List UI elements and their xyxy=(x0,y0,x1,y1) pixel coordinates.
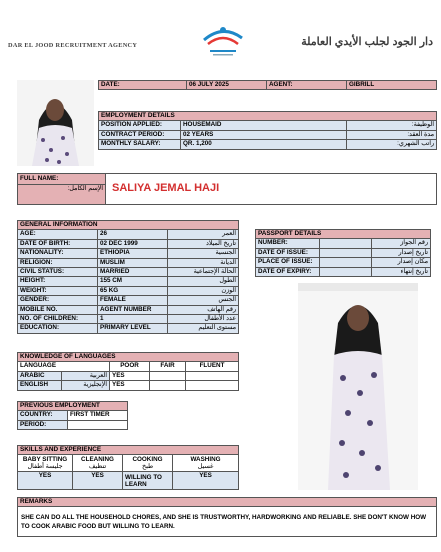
age-value: 26 xyxy=(98,230,168,239)
mobile-label: MOBILE NO. xyxy=(18,305,98,314)
religion-value: MUSLIM xyxy=(98,258,168,267)
civil-status-label-ar: الحالة الإجتماعية xyxy=(168,268,239,277)
skill-cleaning-header xyxy=(73,455,123,472)
skills-title: SKILLS AND EXPERIENCE xyxy=(18,446,239,455)
weight-value: 65 KG xyxy=(98,286,168,295)
full-name-value-cell xyxy=(106,174,437,205)
dob-label-ar: تاريخ الميلاد xyxy=(168,239,239,248)
lang-header-fluent: FLUENT xyxy=(186,362,239,371)
issue-date-value xyxy=(320,248,372,257)
salary-value: QR. 1,200 xyxy=(181,140,347,149)
skill-cooking-value: WILLING TO LEARN xyxy=(123,472,173,490)
issue-place-label: PLACE OF ISSUE: xyxy=(256,258,320,267)
remarks-table xyxy=(17,497,437,537)
mobile-label-ar: رقم الهاتف xyxy=(168,305,239,314)
issue-date-label: DATE OF ISSUE: xyxy=(256,248,320,257)
religion-label: RELIGION: xyxy=(18,258,98,267)
applicant-photo-full xyxy=(298,283,418,490)
general-info-table xyxy=(17,220,239,334)
agency-name-ar: دار الجود لجلب الأيدي العاملة xyxy=(301,36,433,48)
weight-label-ar: الوزن xyxy=(168,286,239,295)
nationality-value: ETHIOPIA xyxy=(98,249,168,258)
issue-place-label-ar: مكان إصدار xyxy=(372,258,431,267)
full-name-label: FULL NAME: xyxy=(18,174,106,185)
religion-label-ar: الديانة xyxy=(168,258,239,267)
skill-babysitting-header xyxy=(18,455,73,472)
previous-title: PREVIOUS EMPLOYMENT xyxy=(18,402,128,411)
languages-title: KNOWLEDGE OF LANGUAGES xyxy=(18,353,239,362)
civil-status-value: MARRIED xyxy=(98,268,168,277)
skill-babysitting-value: YES xyxy=(18,472,73,490)
age-label-ar: العمر xyxy=(168,230,239,239)
remarks-text: SHE CAN DO ALL THE HOUSEHOLD CHORES, AND SHE IS TRUSTWORTHY, HARDWORKING AND RELIABLE. SHE DON'T KNOW HOW TO COOK ARABIC FOOD BUT WILLING TO LEARN. xyxy=(18,507,437,537)
remarks-title: REMARKS xyxy=(18,498,437,507)
date-label: DATE: xyxy=(99,81,187,90)
previous-employment-table xyxy=(17,401,128,430)
contract-value: 02 YEARS xyxy=(181,130,347,139)
agency-logo xyxy=(198,18,248,58)
skill-washing-header xyxy=(173,455,239,472)
skill-babysitting-ar: جليسة أطفال xyxy=(27,463,63,471)
position-label: POSITION APPLIED: xyxy=(99,121,181,130)
children-value: 1 xyxy=(98,315,168,324)
expiry-value xyxy=(320,267,372,276)
lang-english-fluent xyxy=(186,381,239,390)
lang-header-language: LANGUAGE xyxy=(18,362,110,371)
lang-english-poor: YES xyxy=(110,381,150,390)
lang-english-fair xyxy=(150,381,186,390)
lang-header-fair: FAIR xyxy=(150,362,186,371)
dob-value: 02 DEC 1999 xyxy=(98,239,168,248)
skill-washing-value: YES xyxy=(173,472,239,490)
skill-cleaning-en: CLEANING xyxy=(81,456,114,464)
full-name-value: SALIYA JEMAL HAJI xyxy=(112,181,220,194)
employment-table xyxy=(98,111,437,150)
full-name-table xyxy=(17,173,437,205)
employment-title: EMPLOYMENT DETAILS xyxy=(99,112,437,121)
expiry-label-ar: تاريخ إنتهاء xyxy=(372,267,431,276)
lang-arabic-fair xyxy=(150,371,186,380)
skill-cleaning-value: YES xyxy=(73,472,123,490)
skill-babysitting-en: BABY SITTING xyxy=(22,456,68,464)
contract-label-ar: مدة العقد: xyxy=(347,130,437,139)
education-label: EDUCATION: xyxy=(18,324,98,333)
skill-cooking-en: COOKING xyxy=(132,456,163,464)
height-value: 155 CM xyxy=(98,277,168,286)
period-value xyxy=(68,420,128,429)
skill-washing-en: WASHING xyxy=(190,456,221,464)
general-title: GENERAL INFORMATION xyxy=(18,221,239,230)
education-label-ar: مستوى التعليم xyxy=(168,324,239,333)
country-value: FIRST TIMER xyxy=(68,411,128,420)
weight-label: WEIGHT: xyxy=(18,286,98,295)
lang-english-ar: الإنجليزية xyxy=(62,381,110,390)
salary-label-ar: راتب الشهري: xyxy=(347,140,437,149)
gender-label-ar: الجنس xyxy=(168,296,239,305)
lang-arabic-ar: العربية xyxy=(62,371,110,380)
passport-title: PASSPORT DETAILS xyxy=(256,230,431,239)
skill-cleaning-ar: تنظيف xyxy=(88,463,107,471)
lang-arabic: ARABIC xyxy=(18,371,62,380)
applicant-photo-small xyxy=(17,80,94,166)
gender-value: FEMALE xyxy=(98,296,168,305)
contract-label: CONTRACT PERIOD: xyxy=(99,130,181,139)
period-label: PERIOD: xyxy=(18,420,68,429)
height-label: HEIGHT: xyxy=(18,277,98,286)
nationality-label: NATIONALITY: xyxy=(18,249,98,258)
education-value: PRIMARY LEVEL xyxy=(98,324,168,333)
passport-number-value xyxy=(320,239,372,248)
agency-name-en: DAR EL JOOD RECRUITMENT AGENCY xyxy=(8,42,138,49)
lang-arabic-fluent xyxy=(186,371,239,380)
full-name-label-ar: الإسم الكامل: xyxy=(18,185,106,205)
skills-table xyxy=(17,445,239,490)
age-label: AGE: xyxy=(18,230,98,239)
position-value: HOUSEMAID xyxy=(181,121,347,130)
expiry-label: DATE OF EXPIRY: xyxy=(256,267,320,276)
lang-arabic-poor: YES xyxy=(110,371,150,380)
lang-header-poor: POOR xyxy=(110,362,150,371)
skill-washing-ar: غسيل xyxy=(197,463,214,471)
passport-number-label-ar: رقم الجواز xyxy=(372,239,431,248)
height-label-ar: الطول xyxy=(168,277,239,286)
skill-cooking-header xyxy=(123,455,173,472)
gender-label: GENDER: xyxy=(18,296,98,305)
passport-table xyxy=(255,229,431,277)
country-label: COUNTRY: xyxy=(18,411,68,420)
salary-label: MONTHLY SALARY: xyxy=(99,140,181,149)
skill-cooking-ar: طبخ xyxy=(142,463,153,471)
languages-table xyxy=(17,352,239,391)
passport-number-label: NUMBER: xyxy=(256,239,320,248)
children-label-ar: عدد الأطفال xyxy=(168,315,239,324)
issue-date-label-ar: تاريخ إصدار xyxy=(372,248,431,257)
agent-value: GIBRILL xyxy=(347,81,437,90)
mobile-value: AGENT NUMBER xyxy=(98,305,168,314)
dob-label: DATE OF BIRTH: xyxy=(18,239,98,248)
issue-place-value xyxy=(320,258,372,267)
children-label: NO. OF CHILDREN: xyxy=(18,315,98,324)
lang-english: ENGLISH xyxy=(18,381,62,390)
position-label-ar: الوظيفة: xyxy=(347,121,437,130)
date-value: 06 JULY 2025 xyxy=(187,81,267,90)
civil-status-label: CIVIL STATUS: xyxy=(18,268,98,277)
agent-label: AGENT: xyxy=(267,81,347,90)
date-agent-table xyxy=(98,80,437,90)
nationality-label-ar: الجنسية xyxy=(168,249,239,258)
